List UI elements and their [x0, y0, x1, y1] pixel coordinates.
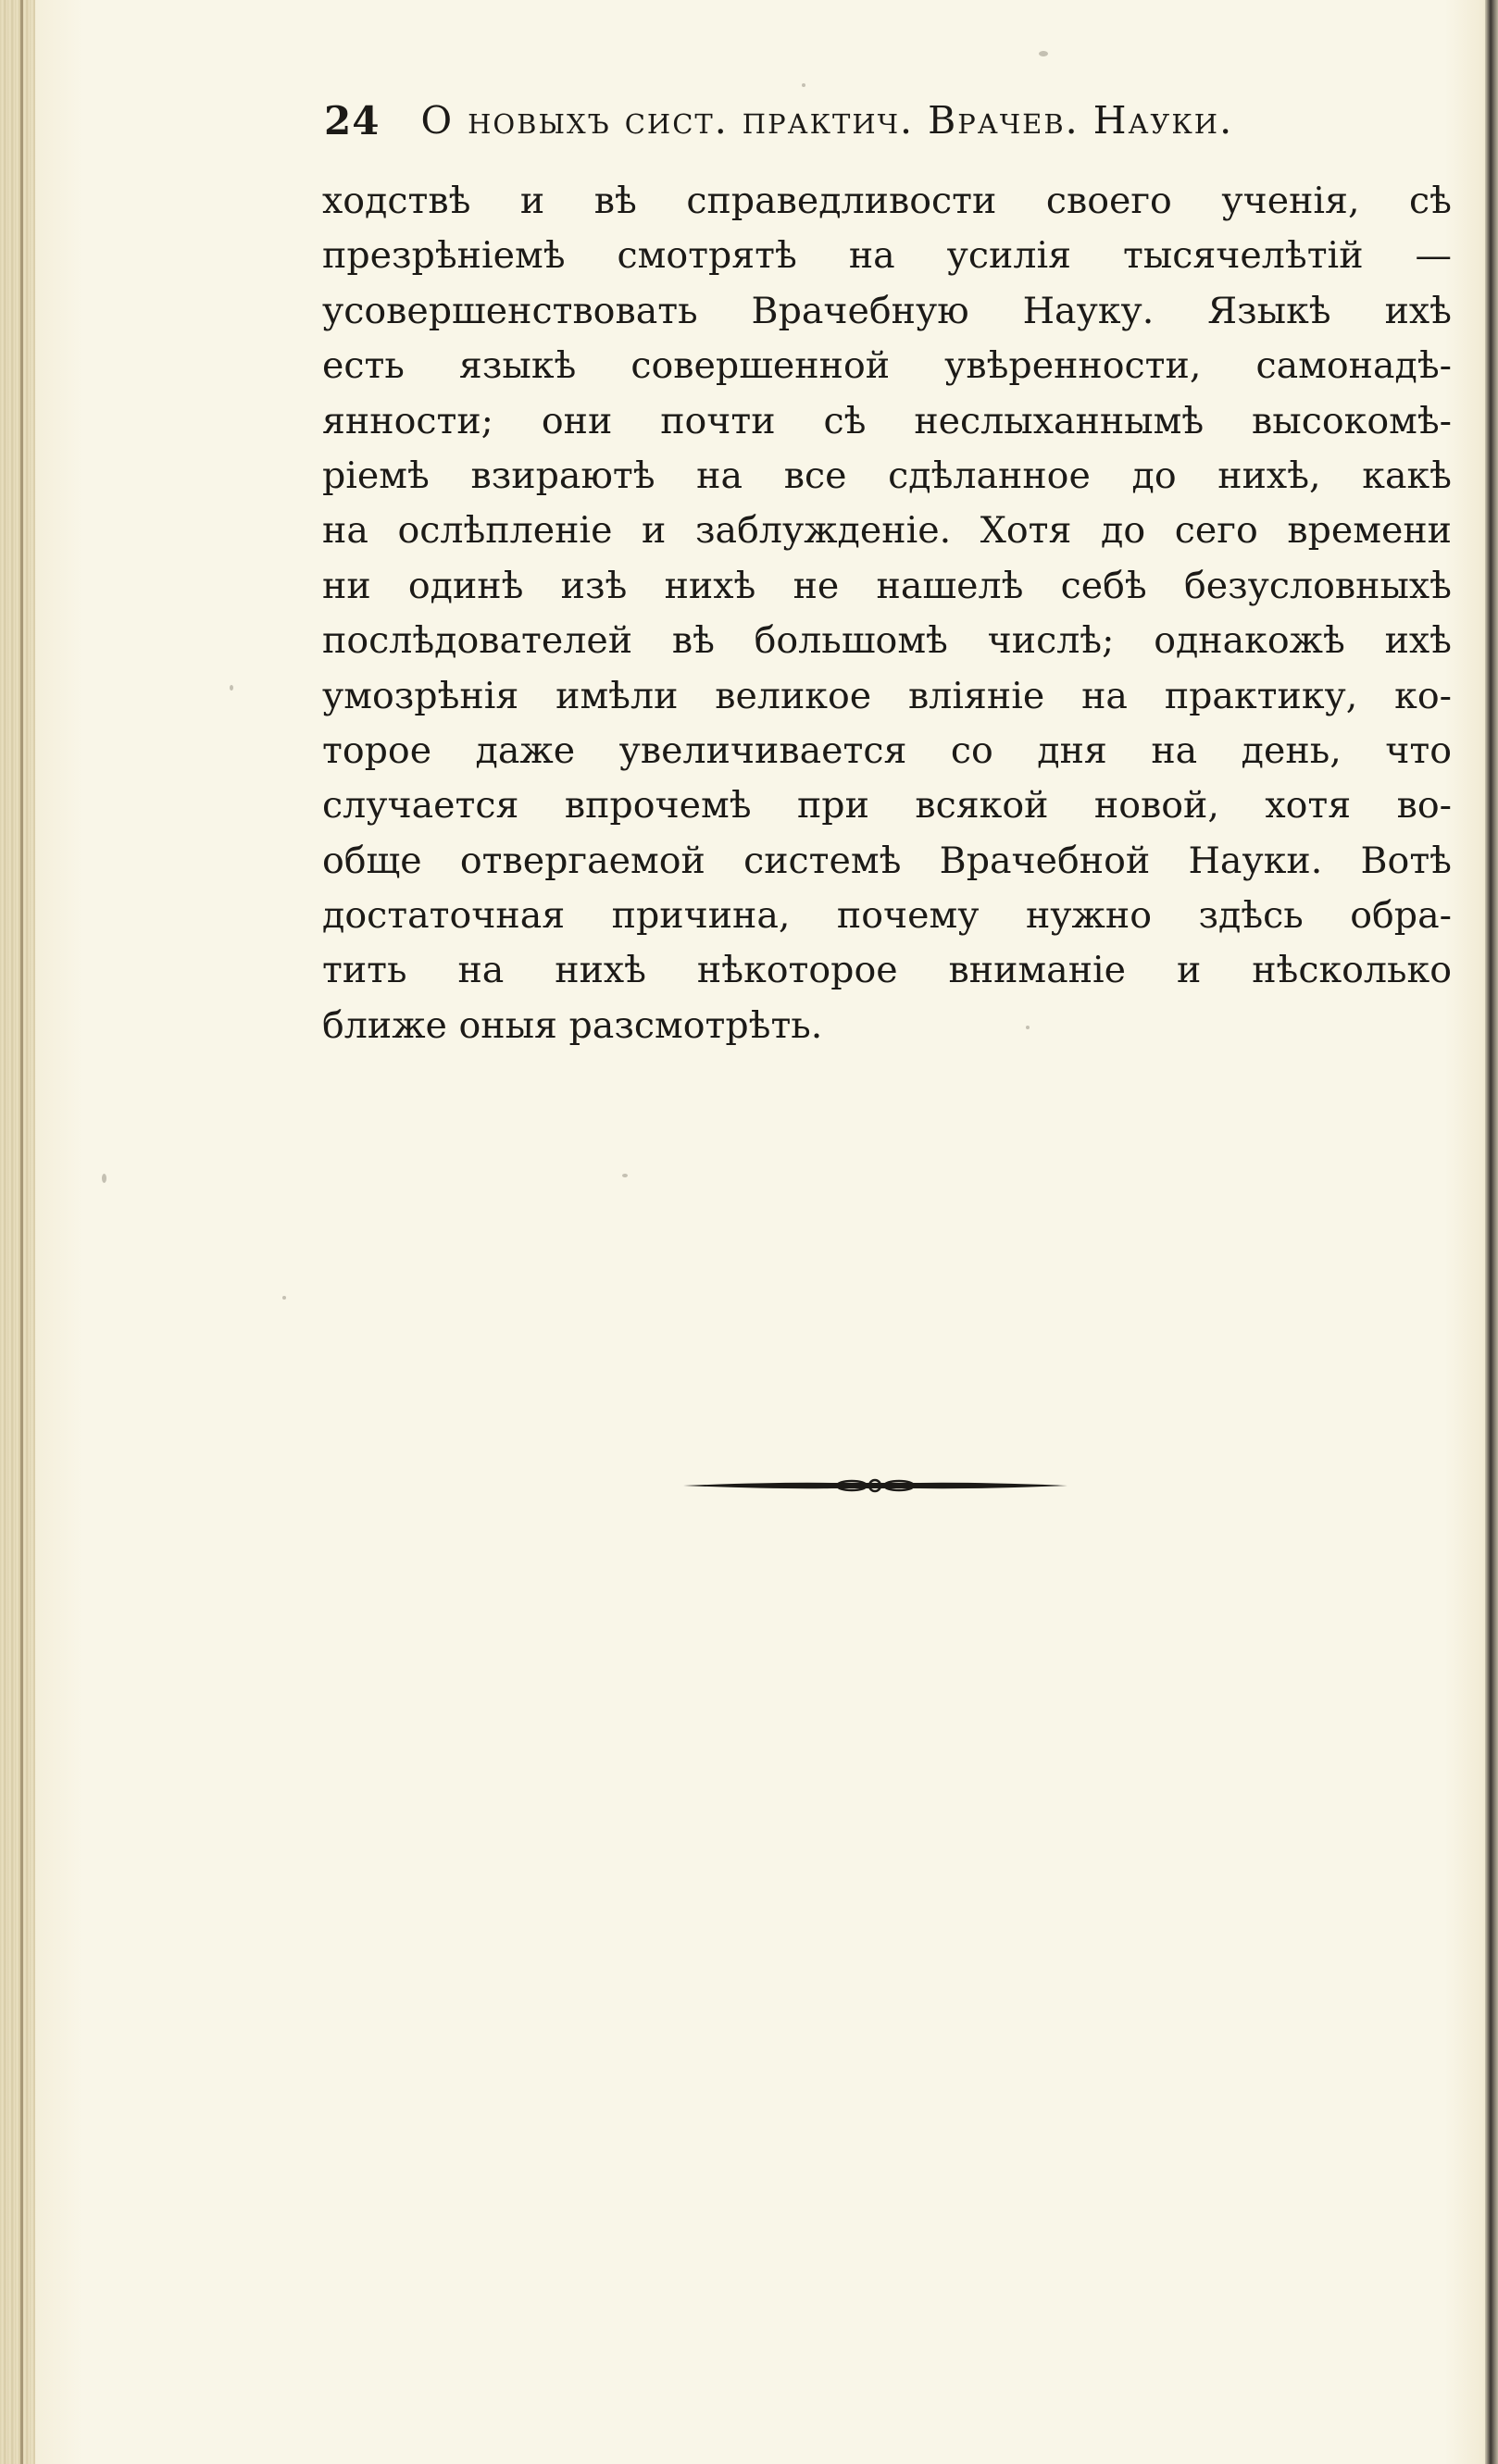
- text-line: обще отвергаемой системѣ Врачебной Науки. Вотѣ: [322, 839, 1452, 882]
- text-line: презрѣніемѣ смотрятѣ на усилія тысячелѣтій —: [322, 234, 1452, 278]
- text-line: усовершенствовать Врачебную Науку. Языкѣ ихѣ: [322, 289, 1452, 332]
- text-line: ни одинѣ изѣ нихѣ не нашелѣ себѣ безусловныхѣ: [322, 564, 1452, 607]
- running-head: О новыхъ сист. практич. Врачев. Науки.: [420, 98, 1234, 143]
- gutter-edge-line: [20, 0, 23, 2464]
- paper-speck: [802, 83, 805, 87]
- text-line: тить на нихѣ нѣкоторое вниманіе и нѣсколько: [322, 949, 1452, 992]
- binding-gutter: [0, 0, 35, 2464]
- text-line: торое даже увеличивается со дня на день, что: [322, 728, 1452, 772]
- page-header: [324, 93, 1370, 148]
- text-line: ходствѣ и вѣ справедливости своего ученія, сѣ: [322, 180, 1452, 222]
- paper-speck: [1039, 51, 1048, 56]
- text-line: случается впрочемѣ при всякой новой, хотя во-: [322, 784, 1452, 828]
- tailpiece-ornament: [683, 1467, 1067, 1504]
- page-right-edge: [1485, 0, 1498, 2464]
- text-line: есть языкѣ совершенной увѣренности, самонадѣ-: [322, 344, 1452, 388]
- paper-speck: [230, 685, 233, 691]
- paper-speck: [282, 1296, 286, 1300]
- text-line: на ослѣпленіе и заблужденіе. Хотя до сего времени: [322, 509, 1452, 553]
- text-line: достаточная причина, почему нужно здѣсь обра-: [322, 894, 1452, 938]
- text-line: послѣдователей вѣ большомѣ числѣ; однакожѣ ихѣ: [322, 619, 1452, 663]
- text-line: янности; они почти сѣ неслыханнымѣ высокомѣ-: [322, 399, 1452, 442]
- paper-speck: [622, 1174, 628, 1177]
- body-text: [322, 174, 1452, 1053]
- text-line: умозрѣнія имѣли великое вліяніе на практику, ко-: [322, 674, 1452, 717]
- paper-speck: [1026, 1026, 1030, 1029]
- paper-speck: [102, 1174, 106, 1183]
- page-number: 24: [324, 97, 381, 143]
- text-line: ближе оныя разсмотрѣть.: [322, 1003, 823, 1047]
- text-line: ріемѣ взираютѣ на все сдѣланное до нихѣ, какѣ: [322, 454, 1452, 497]
